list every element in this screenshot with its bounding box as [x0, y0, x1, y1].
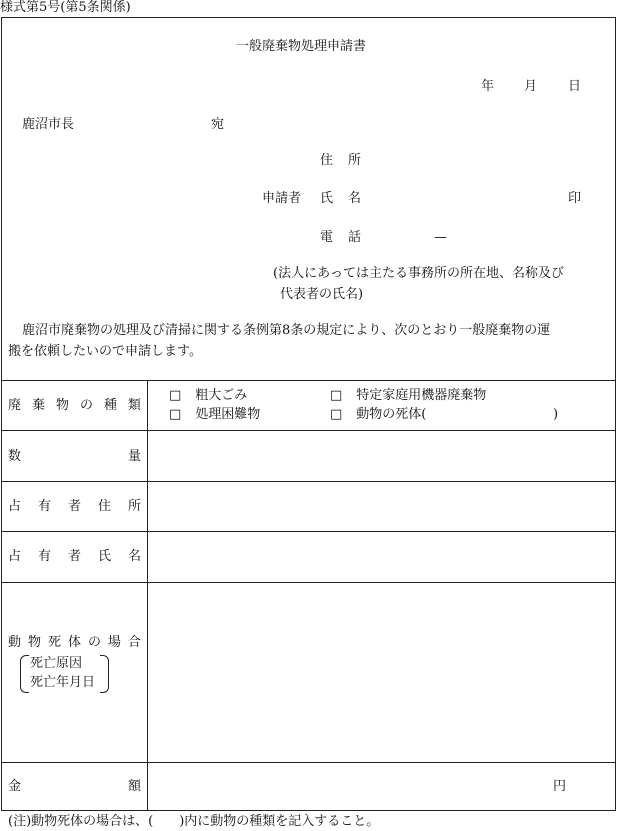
phone-dash: — [434, 230, 447, 245]
death-cause-label: 死亡原因 [30, 656, 83, 671]
address-label-char1: 住 [320, 153, 334, 168]
right-bracket [100, 655, 109, 693]
waste-type-label: 廃 棄 物 の 種 類 [8, 398, 141, 413]
left-bracket [20, 655, 29, 693]
row-divider [1, 582, 616, 583]
quantity-label: 数 量 [8, 449, 141, 464]
table-top-border [1, 380, 616, 381]
seal-mark: 印 [568, 191, 582, 206]
applicant-note-line1: (法人にあっては主たる事務所の所在地、名称及び [273, 266, 564, 281]
animal-case-label: 動 物 死 体 の 場 合 [8, 635, 141, 650]
addressee-suffix: 宛 [211, 117, 225, 132]
amount-label: 金 額 [8, 779, 141, 794]
amount-unit: 円 [553, 779, 567, 794]
date-day-label: 日 [568, 79, 582, 94]
applicant-label: 申請者 [262, 191, 302, 206]
owner-address-field[interactable] [150, 483, 612, 529]
owner-name-label: 占 有 者 氏 名 [8, 549, 141, 564]
request-text-line1: 鹿沼市廃棄物の処理及び清掃に関する条例第8条の規定により、次のとおり一般廃棄物の運 [22, 323, 551, 338]
name-label-char1: 氏 [320, 191, 334, 206]
phone-label-char2: 話 [348, 230, 362, 245]
addressee-name: 鹿沼市長 [22, 117, 75, 132]
owner-address-label: 占 有 者 住 所 [8, 499, 141, 514]
footnote: (注)動物死体の場合は、( )内に動物の種類を記入すること。 [8, 814, 380, 829]
phone-label-char1: 電 [320, 230, 334, 245]
form-number-label: 様式第5号(第5条関係) [0, 0, 131, 15]
name-label-char2: 名 [348, 191, 362, 206]
applicant-note-line2: 代表者の氏名) [280, 287, 364, 302]
death-date-label: 死亡年月日 [30, 675, 96, 690]
column-divider [147, 380, 148, 810]
date-month-label: 月 [524, 79, 538, 94]
amount-field[interactable] [150, 765, 545, 809]
row-divider [1, 531, 616, 532]
animal-type-close-paren: ) [553, 407, 559, 422]
row-divider [1, 481, 616, 482]
animal-case-field[interactable] [150, 585, 612, 759]
form-title: 一般廃棄物処理申請書 [236, 39, 367, 54]
request-text-line2: 搬を依頼したいので申請します。 [8, 344, 202, 359]
date-year-label: 年 [481, 79, 495, 94]
quantity-field[interactable] [150, 432, 612, 478]
owner-name-field[interactable] [150, 533, 612, 579]
row-divider [1, 430, 616, 431]
checkbox-bulky-waste[interactable]: □ 粗大ごみ [169, 388, 248, 403]
row-divider [1, 762, 616, 763]
checkbox-hard-to-process[interactable]: □ 処理困難物 [169, 407, 261, 422]
checkbox-animal-carcass[interactable]: □ 動物の死体( [330, 407, 427, 422]
checkbox-home-appliance[interactable]: □ 特定家庭用機器廃棄物 [330, 388, 487, 403]
address-label-char2: 所 [348, 153, 362, 168]
